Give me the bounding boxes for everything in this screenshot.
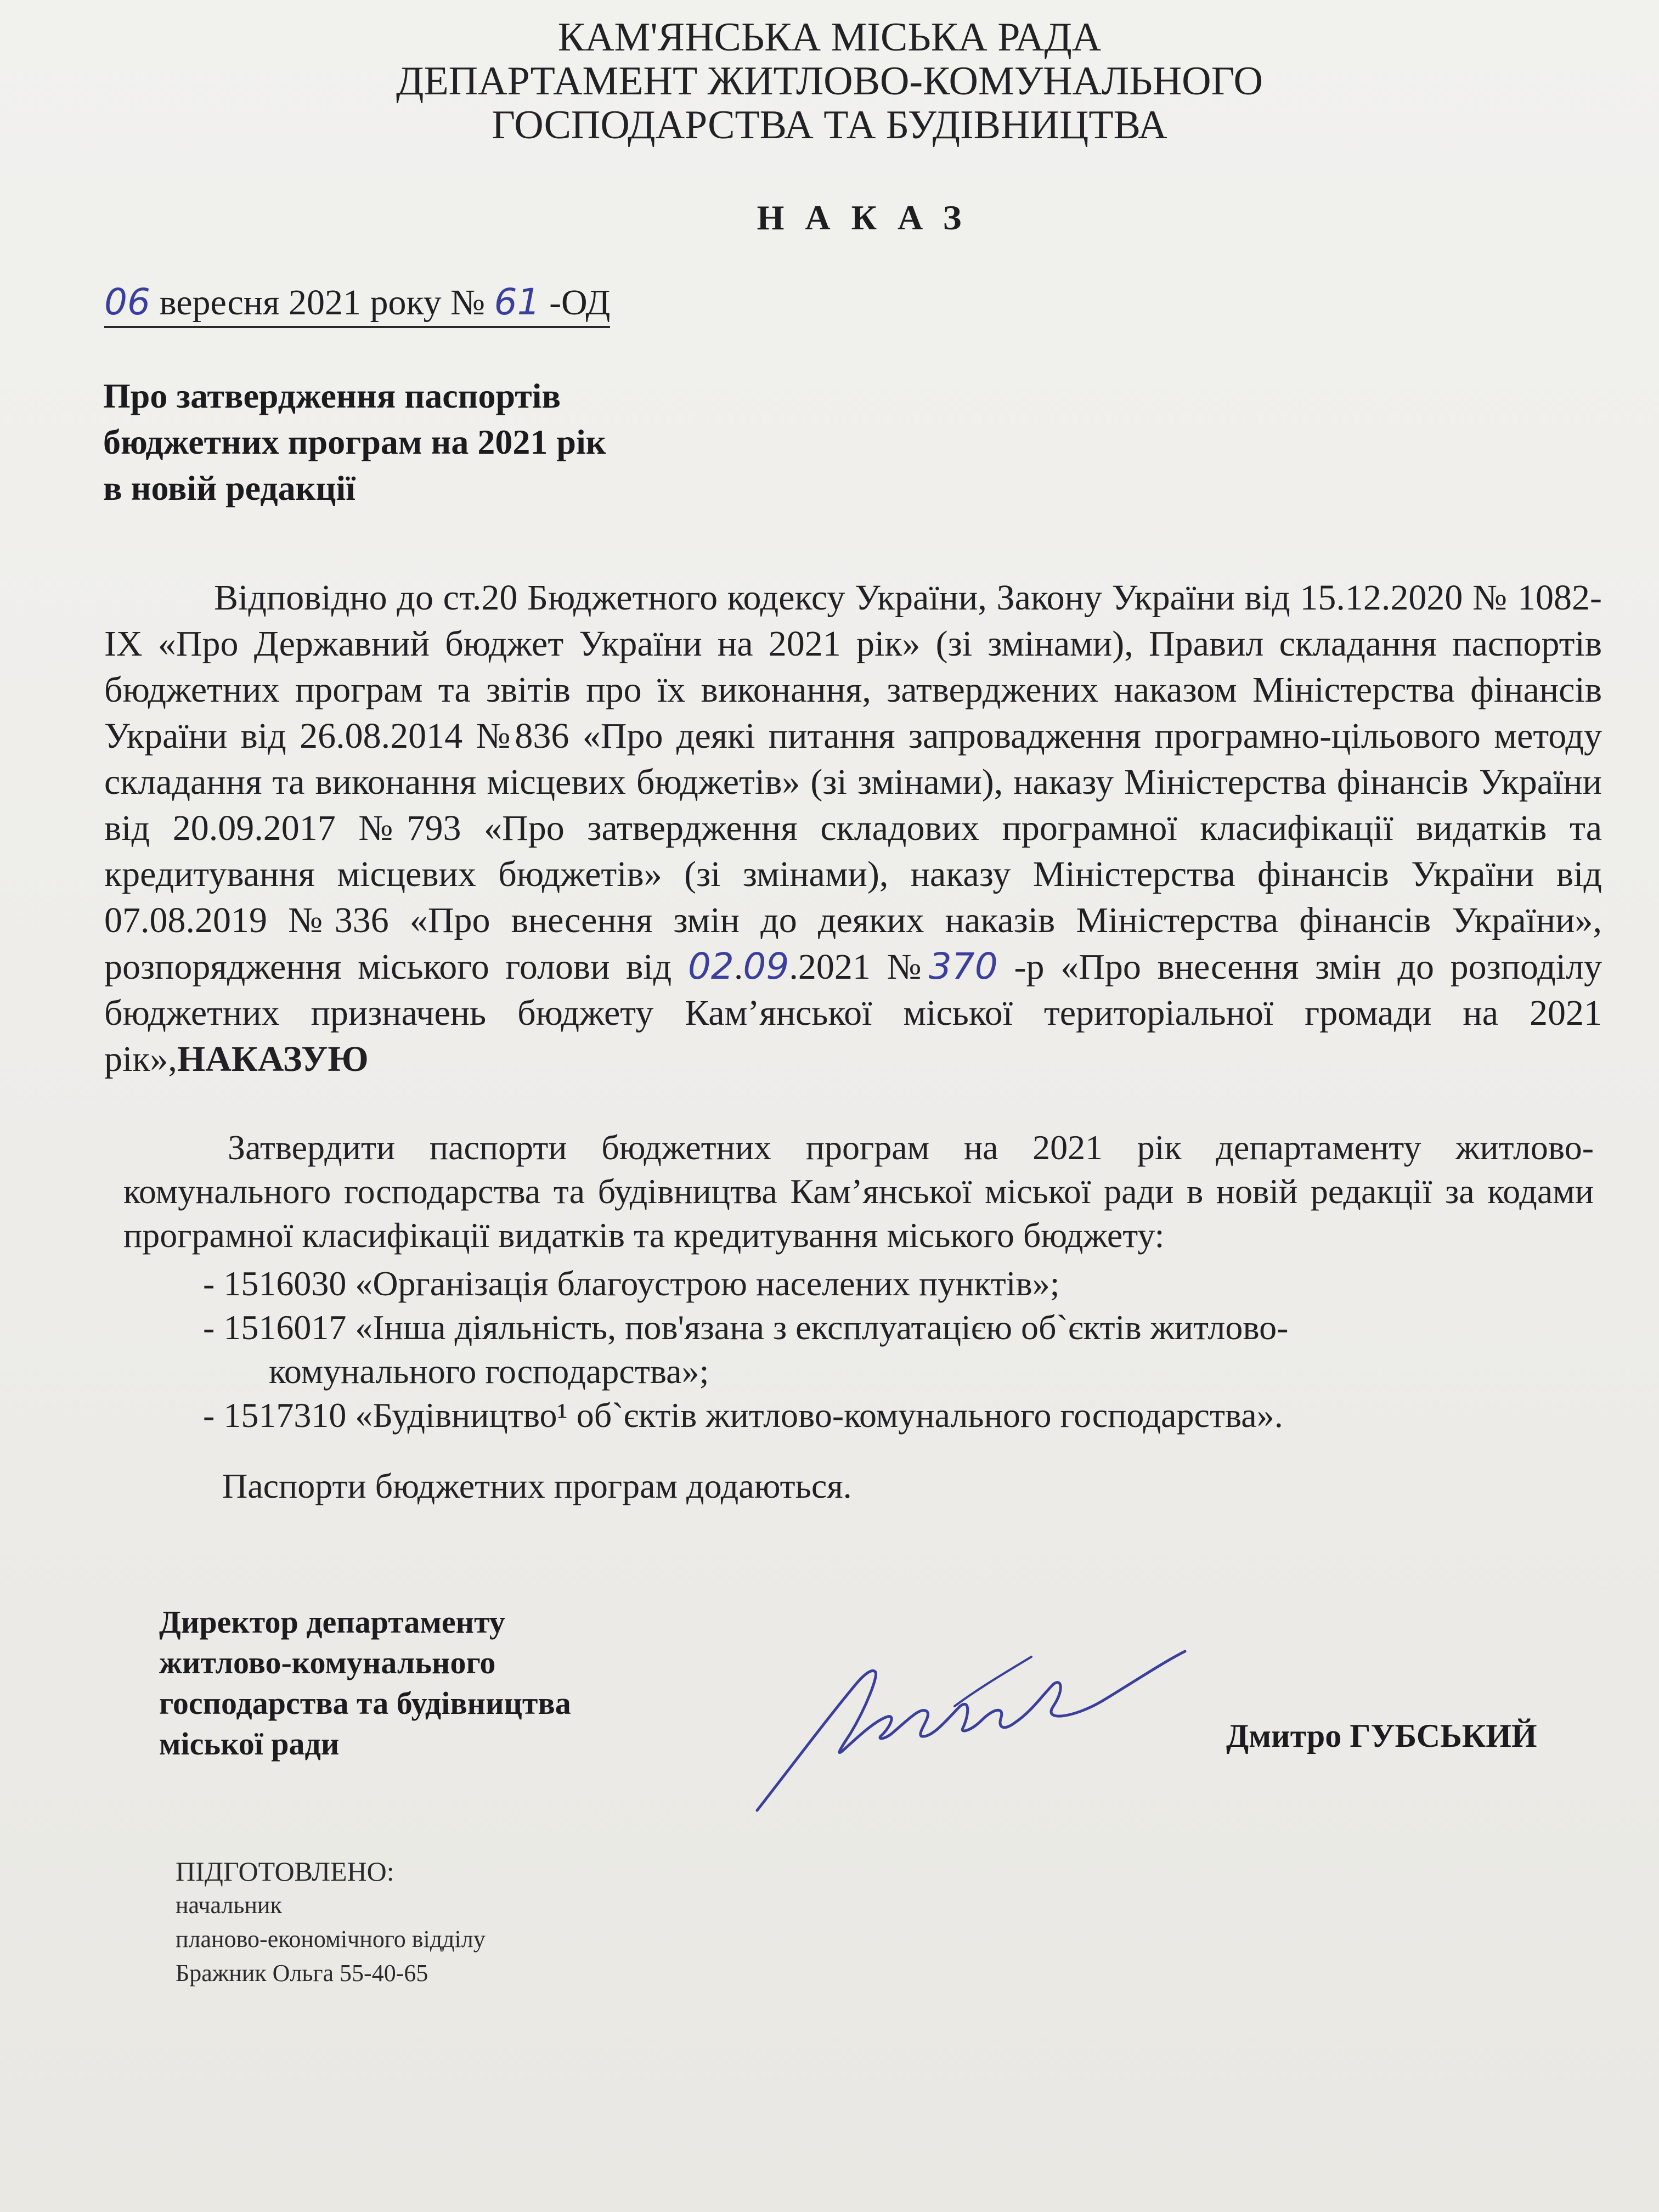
header-line-1: КАМ'ЯНСЬКА МІСЬКА РАДА (557, 15, 1102, 60)
preamble-paragraph (104, 575, 1602, 1082)
list-item-continuation: комунального господарства»; (269, 1352, 709, 1391)
signer-line-3: господарства та будівництва (159, 1685, 571, 1721)
preamble-text: Відповідно до ст.20 Бюджетного кодексу України, Закону України від 15.12.2020 № 1082-IX «Про Державний бюджет України на 2021 рік» (зі змінами), Правил складання паспортів бюджетних програм та звітів про їх виконання, затверджених наказом Міністерства фінансів України від 26.08.2014 №836 «Про деякі питання запровадження програмно-цільового методу складання та виконання місцевих бюджетів» (зі змінами), наказу Міністерства фінансів України від 20.09.2017 №793 «Про затвердження складових програмної класифікації видатків та кредитування місцевих бюджетів» (зі змінами), наказу Міністерства фінансів України від 07.08.2019 №336 «Про внесення змін до деяких наказів Міністерства фінансів України», розпорядження міського голови від (104, 578, 1602, 987)
order-year-text: .2021 № (789, 947, 929, 987)
signer-line-4: міської ради (159, 1726, 340, 1762)
handwritten-order-number: 61 (494, 281, 540, 323)
subject-line-1: Про затвердження паспортів (103, 376, 561, 415)
order-date-line (104, 281, 610, 328)
handwritten-day: 06 (104, 281, 150, 323)
approve-paragraph (123, 1126, 1594, 1257)
subject-line-2: бюджетних програм на 2021 рік (103, 422, 606, 461)
date-dot: . (733, 947, 743, 987)
signer-line-1: Директор департаменту (159, 1604, 505, 1640)
handwritten-order-day: 02 (687, 945, 734, 988)
list-item: - 1517310 «Будівництво¹ об`єктів житлово-комунального господарства». (203, 1396, 1283, 1435)
program-list (203, 1262, 1585, 1437)
prepared-line-3: Бражник Ольга 55-40-65 (176, 1960, 428, 1987)
header-line-2: ДЕПАРТАМЕНТ ЖИТЛОВО-КОМУНАЛЬНОГО (396, 59, 1263, 104)
prepared-by-block (176, 1854, 486, 1990)
list-item: - 1516017 «Інша діяльність, пов'язана з експлуатацією об`єктів житлово- (203, 1308, 1289, 1347)
order-word: НАКАЗУЮ (177, 1039, 369, 1079)
handwritten-order-month: 09 (743, 945, 789, 988)
header-line-3: ГОСПОДАРСТВА ТА БУДІВНИЦТВА (492, 103, 1167, 148)
order-number-suffix: -ОД (549, 283, 611, 323)
handwritten-signature (746, 1624, 1196, 1821)
prepared-line-2: планово-економічного відділу (176, 1926, 486, 1953)
preamble-text-after: -р «Про внесення змін до розподілу бюджетних призначень бюджету Кам’янської міської територіальної громади на 2021 рік», (104, 947, 1602, 1079)
signer-name: Дмитро ГУБСЬКИЙ (1226, 1718, 1537, 1754)
signer-position (159, 1602, 571, 1764)
document-type-title: НАКАЗ (757, 198, 983, 237)
document-header (0, 15, 1659, 147)
prepared-label: ПІДГОТОВЛЕНО: (176, 1856, 394, 1887)
date-text: вересня 2021 року № (159, 283, 486, 323)
approve-text: Затвердити паспорти бюджетних програм на 2021 рік департаменту житлово-комунального господарства та будівництва Кам’янської міської ради в новій редакції за кодами програмної класифікації видатків та кредитування міського бюджету: (123, 1128, 1594, 1255)
signer-line-2: житлово-комунального (159, 1645, 496, 1680)
prepared-line-1: начальник (176, 1892, 282, 1918)
handwritten-disposition-number: 370 (928, 945, 998, 988)
order-subject (103, 373, 606, 511)
attachments-note: Паспорти бюджетних програм додаються. (222, 1466, 852, 1505)
subject-line-3: в новій редакції (103, 469, 356, 507)
list-item: - 1516030 «Організація благоустрою населених пунктів»; (203, 1264, 1060, 1303)
